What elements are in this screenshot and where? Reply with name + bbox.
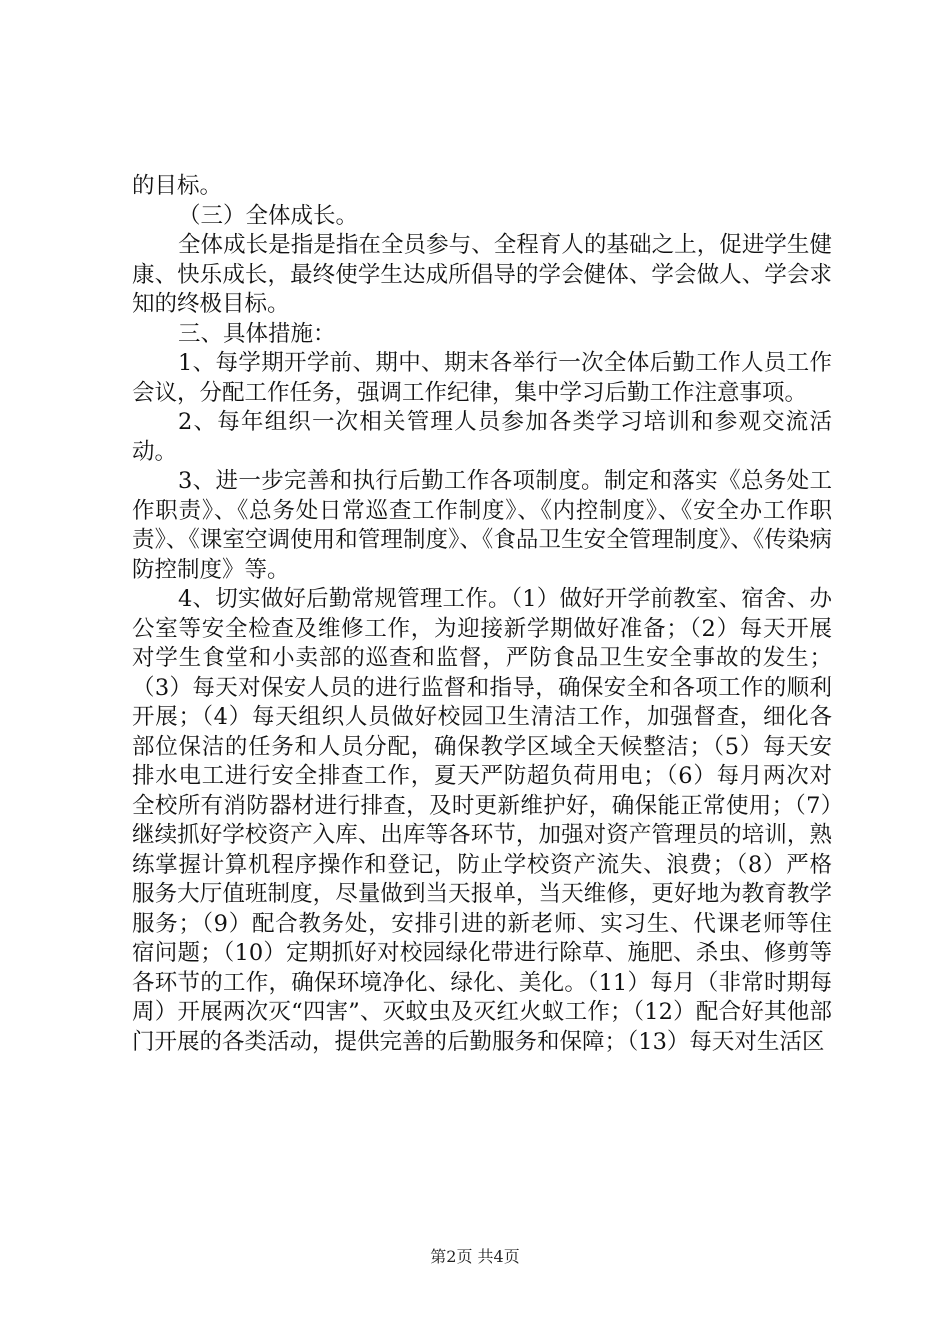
- paragraph-heading-growth: （三）全体成长。: [178, 202, 359, 229]
- paragraph-goal-end: 的目标。: [132, 173, 223, 199]
- paragraph-heading-measures: 三、具体措施：: [178, 320, 336, 347]
- paragraph-measure-2: 2、每年组织一次相关管理人员参加各类学习培训和参观交流活动。: [132, 409, 832, 465]
- paragraph-growth-body: 全体成长是指是指在全员参与、全程育人的基础之上，促进学生健康、快乐成长，最终使学生达成所倡导的学会健体、学会做人、学会求知的终极目标。: [132, 232, 832, 317]
- document-body: [132, 172, 832, 1057]
- paragraph-measure-4: 4、切实做好后勤常规管理工作。（1）做好开学前教室、宿舍、办公室等安全检查及维修工作，为迎接新学期做好准备；（2）每天开展对学生食堂和小卖部的巡查和监督，严防食品卫生安全事故的发生；（3）每天对保安人员的进行监督和指导，确保安全和各项工作的顺利开展；（4）每天组织人员做好校园卫生清洁工作，加强督查，细化各部位保洁的任务和人员分配，确保教学区域全天候整洁；（5）每天安排水电工进行安全排查工作，夏天严防超负荷用电；（6）每月两次对全校所有消防器材进行排查，及时更新维护好，确保能正常使用；（7）继续抓好学校资产入库、出库等各环节，加强对资产管理员的培训，熟练掌握计算机程序操作和登记，防止学校资产流失、浪费；（8）严格服务大厅值班制度，尽量做到当天报单，当天维修，更好地为教育教学服务；（9）配合教务处，安排引进的新老师、实习生、代课老师等住宿问题；（10）定期抓好对校园绿化带进行除草、施肥、杀虫、修剪等各环节的工作，确保环境净化、绿化、美化。（11）每月（非常时期每周）开展两次灭“四害”、灭蚊虫及灭红火蚁工作；（12）配合好其他部门开展的各类活动，提供完善的后勤服务和保障；（13）每天对生活区: [132, 586, 832, 1055]
- paragraph-measure-1: 1、每学期开学前、期中、期末各举行一次全体后勤工作人员工作会议，分配工作任务，强调工作纪律，集中学习后勤工作注意事项。: [132, 350, 832, 406]
- page-footer: 第2页 共4页: [430, 1247, 520, 1266]
- paragraph-measure-3: 3、进一步完善和执行后勤工作各项制度。制定和落实《总务处工作职责》、《总务处日常巡查工作制度》、《内控制度》、《安全办工作职责》、《课室空调使用和管理制度》、《食品卫生安全管理制度》、《传染病防控制度》等。: [132, 468, 832, 583]
